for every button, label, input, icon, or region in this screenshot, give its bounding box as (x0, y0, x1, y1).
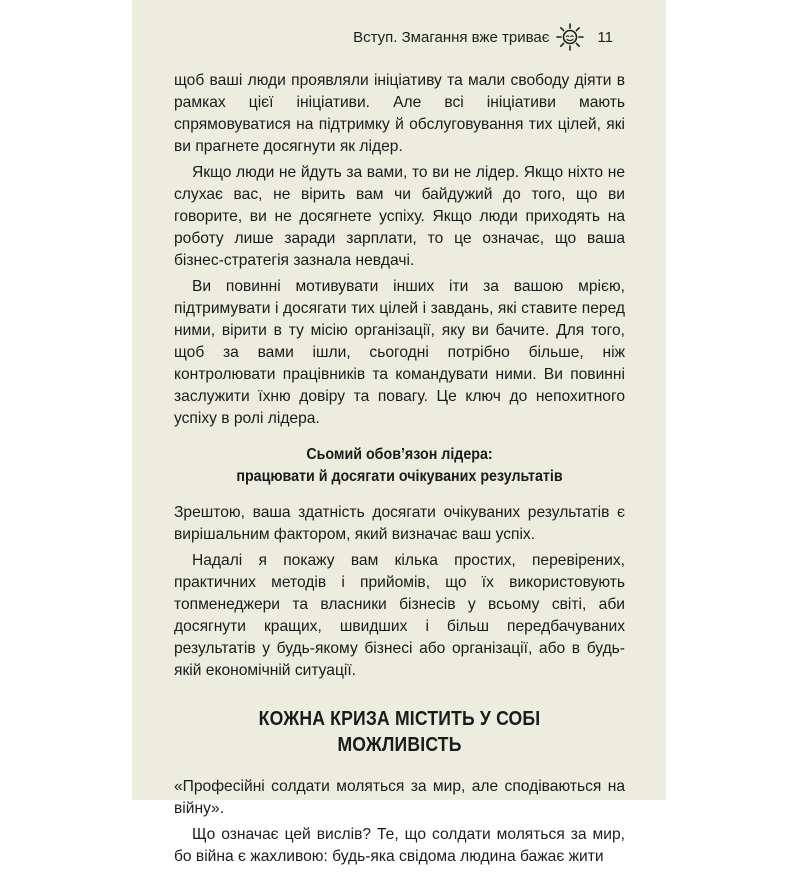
page-body (174, 70, 625, 872)
subheading-line: працювати й досягати очікуваних результатів (236, 468, 563, 485)
sun-icon (555, 22, 585, 52)
paragraph: Зрештою, ваша здатність досягати очікуваних результатів є вирішальним фактором, який визначає ваш успіх. (174, 504, 625, 543)
paragraph: Що означає цей вислів? Те, що солдати моляться за мир, бо війна є жахливою: будь-яка свідома людина бажає жити (174, 826, 625, 865)
quote-paragraph: «Професійні солдати моляться за мир, але сподіваються на війну». (174, 778, 625, 817)
running-title: Вступ. Змагання вже триває (353, 28, 550, 46)
paragraph-continued: щоб ваші люди проявляли ініціативу та мали свободу діяти в рамках цієї ініціативи. Але всі ініціативи мають спрямовуватися на підтримку й обслуговування тих цілей, які ви прагнете досягнути як лідер. (174, 72, 625, 155)
section-heading: КОЖНА КРИЗА МІСТИТЬ У СОБІ МОЖЛИВІСТЬ (258, 708, 541, 756)
book-page (132, 0, 666, 865)
page-number: 11 (597, 28, 613, 46)
running-header (353, 22, 613, 52)
paragraph: Якщо люди не йдуть за вами, то ви не лідер. Якщо ніхто не слухає вас, не вірить вам чи байдужий до того, що ви говорите, ви не досягнете успіху. Якщо люди приходять на роботу лише заради зарплати, то це означає, що ваша бізнес-стратегія зазнала невдачі. (174, 164, 625, 269)
paragraph: Ви повинні мотивувати інших іти за вашою мрією, підтримувати і досягати тих цілей і завдань, які ставите перед ними, вірити в ту місію організації, яку ви бачите. Для того, щоб за вами ішли, сьогодні потрібно більше, ніж контролювати працівників та командувати ними. Ви повинні заслужити їхню довіру та повагу. Це ключ до непохитного успіху в ролі лідера. (174, 278, 625, 427)
subheading-line: Сьомий обов’язон лідера: (306, 446, 493, 463)
paragraph: Надалі я покажу вам кілька простих, перевірених, практичних методів і прийомів, що їх використовують топменеджери та власники бізнесів у всьому світі, аби досягнути кращих, швидших і більш передбачуваних результатів у будь-якому бізнесі або організації, або в будь-якій економічній ситуації. (174, 552, 625, 679)
section-subheading (192, 444, 607, 488)
